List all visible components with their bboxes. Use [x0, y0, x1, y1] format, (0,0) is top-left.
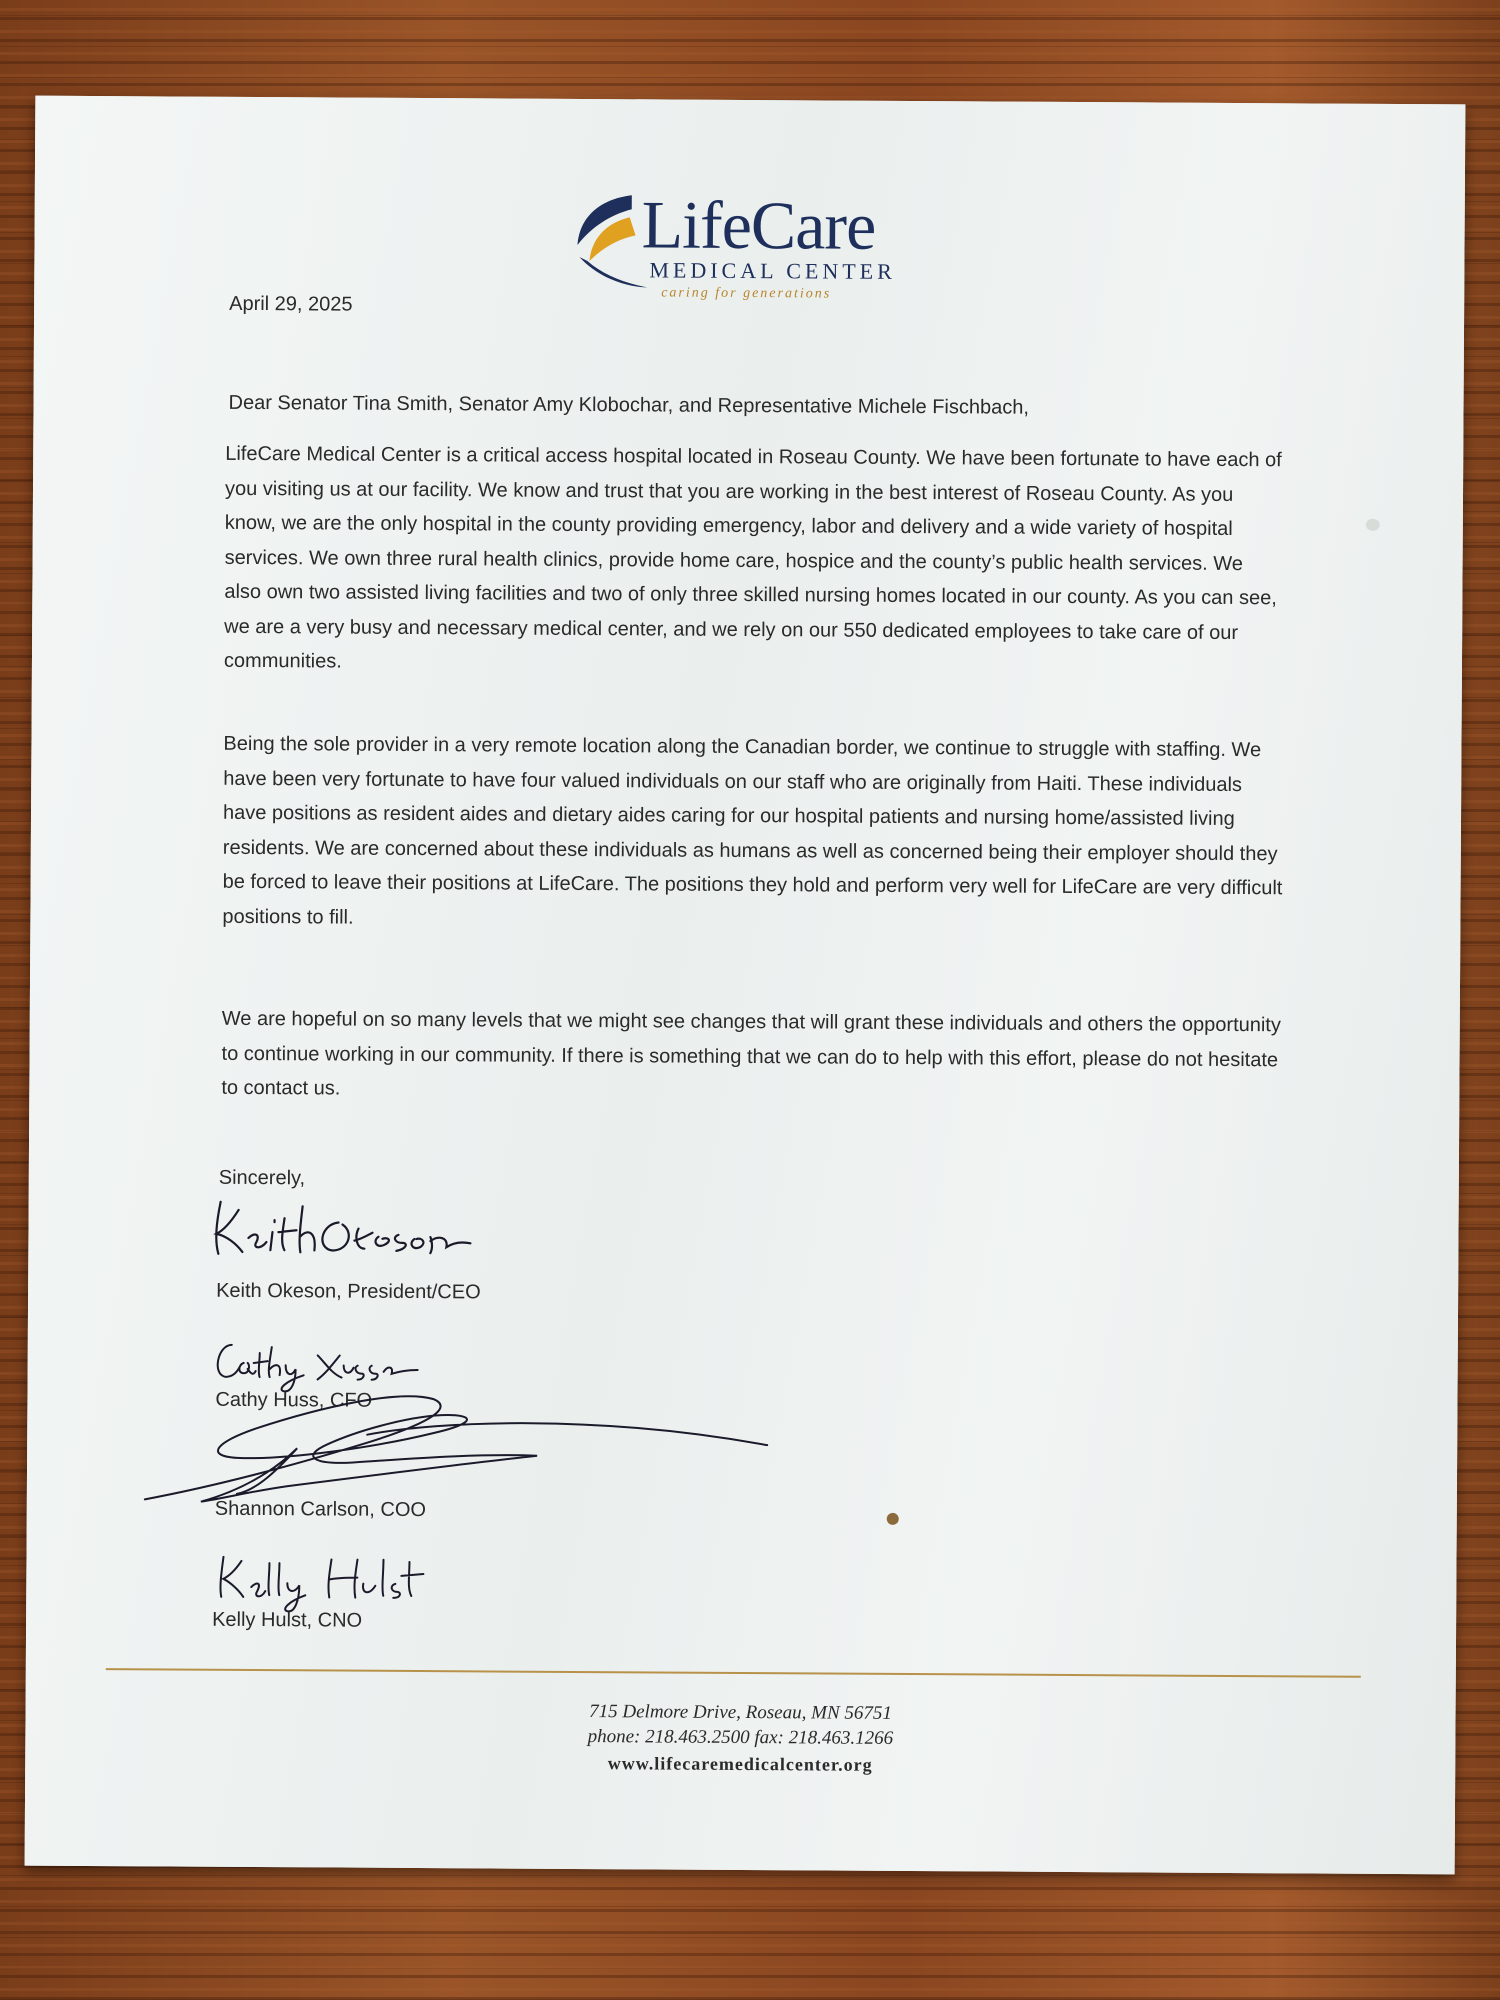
signatory-name: Keith Okeson, President/CEO [216, 1279, 481, 1304]
signature-kelly-hulst [211, 1547, 451, 1618]
paper-spot [1366, 519, 1380, 531]
logo-tagline: caring for generations [661, 285, 832, 302]
lifecare-logo [569, 187, 990, 310]
letter-date: April 29, 2025 [229, 292, 353, 316]
closing: Sincerely, [218, 1166, 306, 1190]
signatory-name: Shannon Carlson, COO [214, 1497, 427, 1522]
signatory-name: Kelly Hulst, CNO [212, 1608, 363, 1632]
paper-stain [887, 1513, 899, 1525]
footer-divider [106, 1668, 1361, 1678]
paragraph: LifeCare Medical Center is a critical access hospital located in Roseau County. We have been fortunate to have each of you visiting us at our facility. We know and trust that you are working in the best interest of Roseau County. As you know, we are the only hospital in the county providing emergency, labor and delivery and a wide variety of hospital services. We own three rural health clinics, provide home care, hospice and the county’s public health services. We also own two assisted living facilities and two of only three skilled nursing homes located in our county. As you can see, we are a very busy and necessary medical center, and we rely on our 550 dedicated employees to take care of our communities. [223, 442, 1282, 673]
swoosh-logo-icon [569, 187, 650, 297]
signatory-name: Cathy Huss, CFO [215, 1388, 373, 1412]
footer-website[interactable]: www.lifecaremedicalcenter.org [607, 1753, 873, 1775]
paragraph: Being the sole provider in a very remote location along the Canadian border, we continue to struggle with staffing. We have been very fortunate to have four valued individuals on our staff who are originally from Haiti. These individuals have positions as resident aides and dietary aides caring for our hospital patients and nursing home/assisted living residents. We are concerned about these individuals as humans as well as concerned being their employer should they be forced to leave their positions at LifeCare. The positions they hold and perform very well for LifeCare are very difficult positions to fill. [222, 732, 1283, 929]
footer-address: 715 Delmore Drive, Roseau, MN 56751 [589, 1701, 892, 1724]
letter-greeting: Dear Senator Tina Smith, Senator Amy Klobochar, and Representative Michele Fischbach, [228, 391, 1030, 419]
signature-shannon-carlson [137, 1381, 778, 1515]
logo-subtitle: MEDICAL CENTER [649, 257, 896, 284]
footer-phone-fax: phone: 218.463.2500 fax: 218.463.1266 [587, 1726, 894, 1749]
letter-page [25, 96, 1466, 1875]
signature-keith-okeson [208, 1192, 538, 1264]
paragraph: We are hopeful on so many levels that we might see changes that will grant these individuals and others the opportunity to continue working in our community. If there is something that we can do to help with this effort, please do not hesitate to contact us. [221, 1007, 1281, 1100]
logo-name: LifeCare [641, 186, 876, 264]
